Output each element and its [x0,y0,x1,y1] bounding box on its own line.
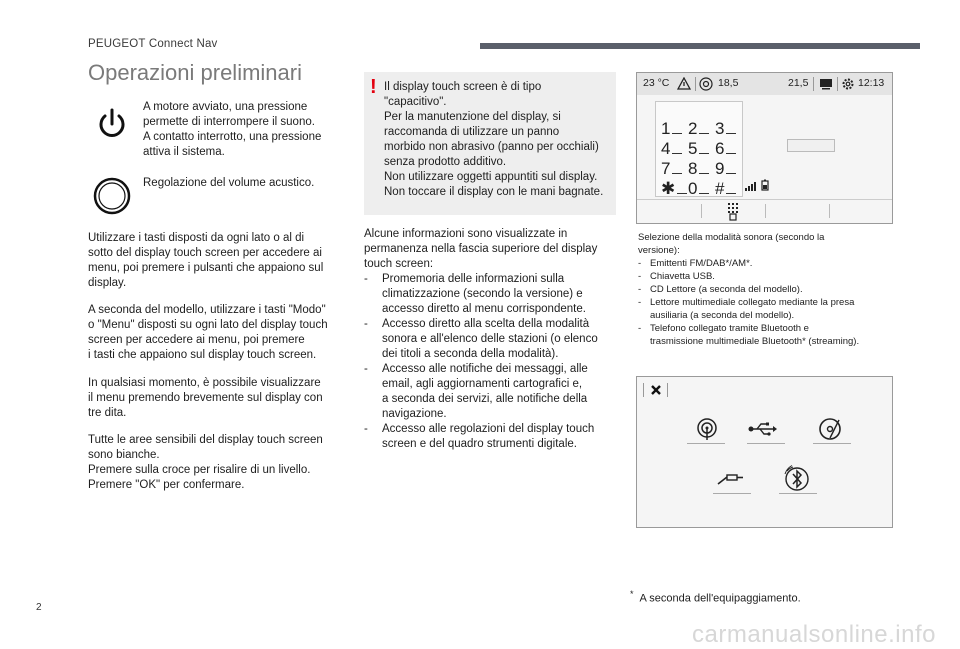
close-icon[interactable] [649,383,663,397]
cd-source-icon[interactable] [818,417,842,441]
status-bar [637,73,892,95]
list-item: - Promemoria delle informazioni sulla climatizzazione (secondo la versione) e accesso diretto al menu corrispondente. [364,273,586,315]
radio-source-icon[interactable] [695,417,719,441]
running-header: PEUGEOT Connect Nav [88,38,218,50]
temperature-readout: 23 °C [643,77,670,89]
list-item: - Telefono collegato tramite Bluetooth e trasmissione multimediale Bluetooth* (streaming). [638,323,860,347]
warning-text: Il display touch screen è di tipo "capacitivo". Per la manutenzione del display, si raccomanda di utilizzare un panno morbido non abrasivo (panno per occhiali) senza prodotto additivo. Non utilizzare oggetti appuntiti sul display. Non toccare il display con le mani bagnate. [384,81,604,198]
key-5[interactable]: 5 [688,139,709,159]
power-icon [92,104,132,144]
bluetooth-source-icon[interactable] [783,465,811,493]
aux-source-icon[interactable] [715,473,745,487]
touchscreen-illustration-source-select [636,376,893,528]
keypad-grid-icon[interactable] [725,201,741,221]
list-item: - CD Lettore (a seconda del modello). [638,284,803,295]
left-temperature-setting[interactable]: 18,5 [718,77,739,89]
list-item: - Accesso alle regolazioni del display touch screen e del quadro strumenti digitale. [364,423,595,450]
paragraph-mode-menu-keys: A seconda del modello, utilizzare i tasti "Modo" o "Menu" disposti su ogni lato del display touch screen per accedere ai menu, poi premere i tasti che appaiono sul display touch screen. [88,304,328,361]
list-item: - Lettore multimediale collegato mediante la presa ausiliaria (a seconda del modello). [638,297,855,321]
volume-description: Regolazione del volume acustico. [143,177,315,189]
battery-icon [761,179,769,191]
signal-strength-icon [745,181,757,191]
page-number: 2 [36,602,42,613]
clock: 12:13 [858,77,885,89]
key-3[interactable]: 3 [715,119,736,139]
settings-gear-icon[interactable] [841,77,855,91]
paragraph-sensitive-areas: Tutte le aree sensibili del display touch screen sono bianche. Premere sulla croce per risalire di un livello. Premere "OK" per confermare. [88,434,323,491]
watermark: carmanualsonline.info [692,621,936,648]
paragraph-access-menus: Utilizzare i tasti disposti da ogni lato o al di sotto del display touch screen per accedere ai menu, poi premere i pulsanti che appaiono sul display. [88,232,324,289]
header-accent-bar [480,43,920,49]
warning-triangle-icon [677,77,691,90]
key-1[interactable]: 1 [661,119,682,139]
key-4[interactable]: 4 [661,139,682,159]
footnote: * A seconda dell'equipaggiamento. [630,589,801,605]
info-bullet-list [364,272,624,452]
list-item: - Accesso alle notifiche dei messaggi, alle email, agli aggiornamenti cartografici e, a seconda dei servizi, alle notifiche della navigazione. [364,363,588,420]
key-hash[interactable]: # [715,179,736,199]
list-item: - Emittenti FM/DAB*/AM*. [638,258,753,269]
key-2[interactable]: 2 [688,119,709,139]
warning-exclamation-icon: ! [370,76,377,98]
key-star[interactable]: ✱ [661,179,687,199]
key-9[interactable]: 9 [715,159,736,179]
paragraph-three-fingers: In qualsiasi momento, è possibile visualizzare il menu premendo brevemente sul display con tre dita. [88,377,323,419]
key-6[interactable]: 6 [715,139,736,159]
message-icon[interactable] [819,78,833,90]
info-intro: Alcune informazioni sono visualizzate in permanenza nella fascia superiore del display touch screen: [364,228,598,270]
input-display-field[interactable] [787,139,835,152]
touchscreen-illustration-phone [636,72,893,224]
volume-knob-icon [92,176,132,216]
section-title: Operazioni preliminari [88,60,302,85]
key-8[interactable]: 8 [688,159,709,179]
list-item: - Accesso diretto alla scelta della modalità sonora e all'elenco delle stazioni (o elenco dei titoli a seconda della modalità). [364,318,598,360]
sound-mode-description: Selezione della modalità sonora (secondo la versione): - Emittenti FM/DAB*/AM*. - Chiavetta USB. - CD Lettore (a seconda del modello). - Lettore multimediale collegato mediante la presa ausiliaria (a seconda del modello). - Telefono collegato tramite Bluetooth e trasmissione multimediale Bluetooth* (streaming). [638,231,908,348]
radio-mode-icon[interactable] [699,77,713,91]
power-description: A motore avviato, una pressione permette di interrompere il suono. A contatto interrotto, una pressione attiva il sistema. [143,101,322,158]
key-7[interactable]: 7 [661,159,682,179]
usb-source-icon[interactable] [747,421,777,437]
right-temperature-setting[interactable]: 21,5 [788,77,809,89]
key-0[interactable]: 0 [688,179,709,199]
dial-pad [657,103,742,198]
list-item: - Chiavetta USB. [638,271,715,282]
